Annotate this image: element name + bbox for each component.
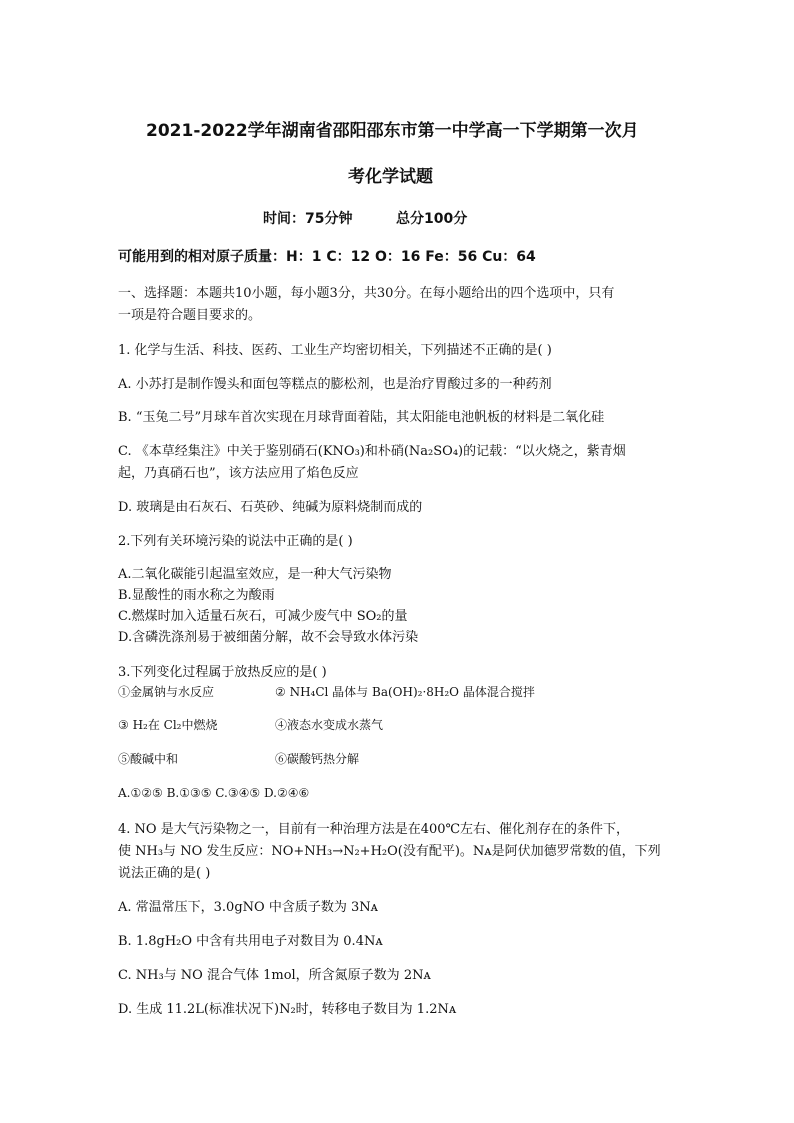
q1-option-a: A. 小苏打是制作馒头和面包等糕点的膨松剂，也是治疗胃酸过多的一种药剂 — [118, 377, 552, 392]
atomic-masses: 可能用到的相对原子质量：H：1 C：12 O：16 Fe：56 Cu：64 — [118, 249, 536, 265]
q4-option-b: B. 1.8gH₂O 中含有共用电子对数目为 0.4Nᴀ — [118, 934, 383, 949]
q3-item-5: ⑤酸碱中和 — [118, 752, 179, 766]
q1-option-d: D. 玻璃是由石灰石、石英砂、纯碱为原料烧制而成的 — [118, 500, 423, 515]
title-line-1: 2021-2022学年湖南省邵阳邵东市第一中学高一下学期第一次月 — [146, 121, 639, 141]
section-intro-line-2: 一项是符合题目要求的。 — [118, 308, 262, 323]
section-intro-line-1: 一、选择题：本题共10小题，每小题3分，共30分。在每小题给出的四个选项中，只有 — [118, 286, 615, 301]
q3-item-6: ⑥碳酸钙热分解 — [275, 752, 360, 766]
q4-option-c: C. NH₃与 NO 混合气体 1mol，所含氮原子数为 2Nᴀ — [118, 968, 431, 983]
q4-option-a: A. 常温常压下，3.0gNO 中含质子数为 3Nᴀ — [118, 900, 378, 915]
q4-stem-line-2: 使 NH₃与 NO 发生反应：NO+NH₃→N₂+H₂O(没有配平)。Nᴀ是阿伏加德罗常数的值，下列 — [118, 844, 661, 859]
q2-stem: 2.下列有关环境污染的说法中正确的是( ) — [118, 534, 353, 549]
q1-option-c-line-1: C. 《本草经集注》中关于鉴别硝石(KNO₃)和朴硝(Na₂SO₄)的记载：“以火烧之，紫青烟 — [118, 444, 626, 459]
exam-time: 时间：75分钟 — [263, 211, 353, 227]
q3-item-1: ①金属钠与水反应 — [118, 685, 215, 699]
q1-option-c-line-2: 起，乃真硝石也”，该方法应用了焰色反应 — [118, 466, 359, 481]
q2-option-d: D.含磷洗涤剂易于被细菌分解，故不会导致水体污染 — [118, 630, 419, 645]
q2-option-a: A.二氧化碳能引起温室效应，是一种大气污染物 — [118, 567, 392, 582]
q3-item-4: ④液态水变成水蒸气 — [275, 718, 384, 732]
q3-stem: 3.下列变化过程属于放热反应的是( ) — [118, 665, 327, 680]
exam-total-score: 总分100分 — [396, 211, 468, 227]
title-line-2: 考化学试题 — [348, 167, 433, 187]
q4-stem-line-3: 说法正确的是( ) — [118, 866, 211, 881]
q4-stem-line-1: 4. NO 是大气污染物之一，目前有一种治理方法是在400℃左右、催化剂存在的条件下， — [118, 822, 630, 837]
q1-option-b: B. “玉兔二号”月球车首次实现在月球背面着陆，其太阳能电池帆板的材料是二氧化硅 — [118, 410, 605, 425]
q2-option-b: B.显酸性的雨水称之为酸雨 — [118, 588, 275, 603]
q2-option-c: C.燃煤时加入适量石灰石，可减少废气中 SO₂的量 — [118, 609, 408, 624]
q3-choices: A.①②⑤ B.①③⑤ C.③④⑤ D.②④⑥ — [118, 786, 310, 800]
q3-item-2: ② NH₄Cl 晶体与 Ba(OH)₂·8H₂O 晶体混合搅拌 — [275, 685, 535, 699]
q3-item-3: ③ H₂在 Cl₂中燃烧 — [118, 718, 218, 732]
q4-option-d: D. 生成 11.2L(标准状况下)N₂时，转移电子数目为 1.2Nᴀ — [118, 1002, 457, 1017]
q1-stem: 1. 化学与生活、科技、医药、工业生产均密切相关，下列描述不正确的是( ) — [118, 343, 552, 358]
